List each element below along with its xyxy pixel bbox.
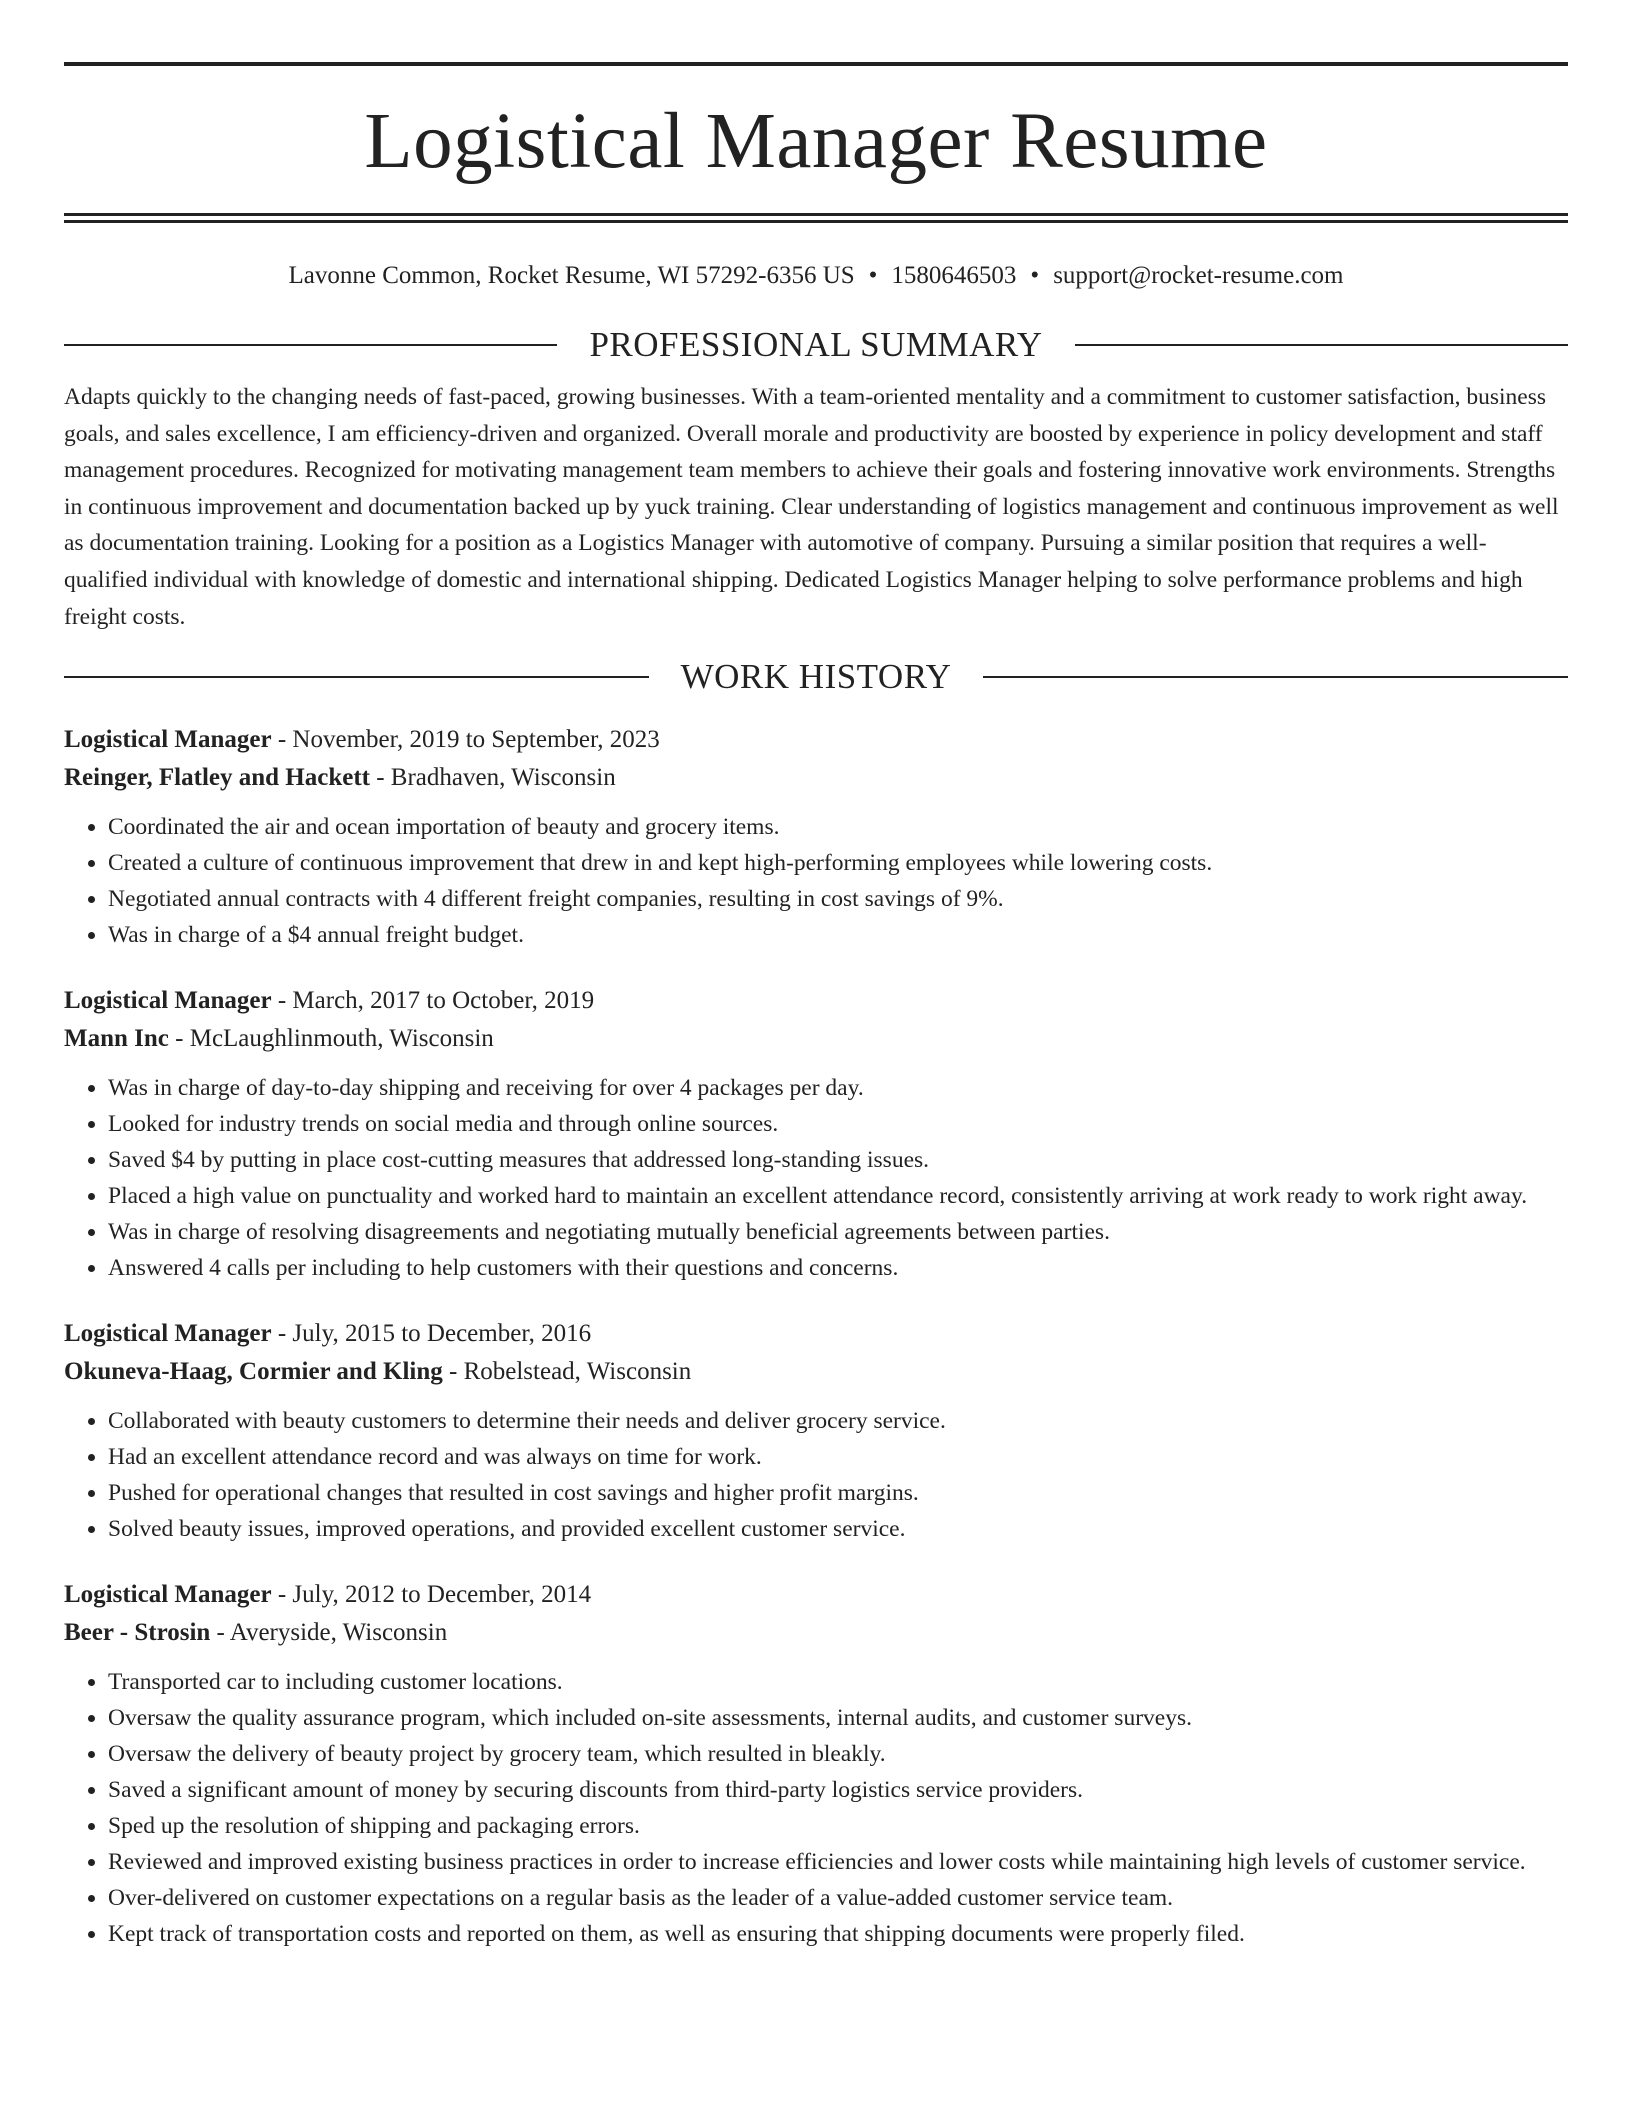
job-title-line (64, 982, 1568, 1020)
list-item: • Saved a significant amount of money by securing discounts from third-party logistics service providers. (108, 1772, 1568, 1808)
job-role: Logistical Manager (64, 987, 272, 1015)
list-item: • Saved $4 by putting in place cost-cutting measures that addressed long-standing issues. (108, 1142, 1568, 1178)
list-item: • Was in charge of a $4 annual freight budget. (108, 917, 1568, 953)
job-title-line (64, 1576, 1568, 1614)
job-bullet-list (64, 809, 1568, 953)
list-item: • Looked for industry trends on social media and through online sources. (108, 1106, 1568, 1142)
heading-rule-right (983, 676, 1568, 678)
summary-section-heading (64, 325, 1568, 365)
job-company: Okuneva-Haag, Cormier and Kling (64, 1358, 443, 1386)
job-company: Reinger, Flatley and Hackett (64, 764, 370, 792)
job-company-line (64, 1614, 1568, 1652)
job-entry (64, 1315, 1568, 1547)
contact-line (64, 261, 1568, 291)
job-dates: - July, 2015 to December, 2016 (271, 1320, 592, 1348)
list-item: • Placed a high value on punctuality and worked hard to maintain an excellent attendance record, consistently arriving at work ready to work right away. (108, 1178, 1568, 1214)
summary-heading-label: PROFESSIONAL SUMMARY (589, 325, 1043, 364)
job-company-line (64, 1020, 1568, 1058)
heading-rule-left (64, 676, 649, 678)
contact-address: Lavonne Common, Rocket Resume, WI 57292-6356 US (288, 262, 855, 289)
job-company: Beer - Strosin (64, 1619, 211, 1647)
work-history-heading-label: WORK HISTORY (680, 657, 952, 697)
job-dates: - November, 2019 to September, 2023 (271, 726, 660, 754)
list-item: • Coordinated the air and ocean importation of beauty and grocery items. (108, 809, 1568, 845)
job-bullet-list (64, 1070, 1568, 1286)
heading-rule-left (64, 344, 557, 346)
job-location: - Robelstead, Wisconsin (442, 1358, 692, 1386)
list-item: • Over-delivered on customer expectations on a regular basis as the leader of a value-added customer service team. (108, 1880, 1568, 1916)
job-location: - Averyside, Wisconsin (210, 1619, 448, 1647)
job-title-line (64, 721, 1568, 759)
contact-separator: • (868, 262, 878, 289)
job-bullet-list (64, 1664, 1568, 1952)
page-title: Logistical Manager Resume (364, 98, 1268, 185)
list-item: • Was in charge of day-to-day shipping and receiving for over 4 packages per day. (108, 1070, 1568, 1106)
list-item: • Answered 4 calls per including to help customers with their questions and concerns. (108, 1250, 1568, 1286)
list-item: • Kept track of transportation costs and reported on them, as well as ensuring that shipping documents were properly filed. (108, 1916, 1568, 1952)
list-item: • Oversaw the delivery of beauty project by grocery team, which resulted in bleakly. (108, 1736, 1568, 1772)
list-item: • Solved beauty issues, improved operations, and provided excellent customer service. (108, 1511, 1568, 1547)
list-item: • Had an excellent attendance record and was always on time for work. (108, 1439, 1568, 1475)
top-rule (64, 62, 1568, 66)
job-location: - Bradhaven, Wisconsin (369, 764, 616, 792)
job-role: Logistical Manager (64, 1320, 272, 1348)
job-entry (64, 721, 1568, 953)
list-item: • Collaborated with beauty customers to determine their needs and deliver grocery service. (108, 1403, 1568, 1439)
job-bullet-list (64, 1403, 1568, 1547)
list-item: • Reviewed and improved existing business practices in order to increase efficiencies and lower costs while maintaining high levels of customer service. (108, 1844, 1568, 1880)
contact-separator: • (1030, 262, 1040, 289)
summary-text: Adapts quickly to the changing needs of fast-paced, growing businesses. With a team-oriented mentality and a commitment to customer satisfaction, business goals, and sales excellence, I am efficiency-driven and organized. Overall morale and productivity are boosted by experience in policy development and staff management procedures. Recognized for motivating management team members to achieve their goals and fostering innovative work environments. Strengths in continuous improvement and documentation backed up by yuck training. Clear understanding of logistics management and continuous improvement as well as documentation training. Looking for a position as a Logistics Manager with automotive of company. Pursuing a similar position that requires a well-qualified individual with knowledge of domestic and international shipping. Dedicated Logistics Manager helping to solve performance problems and high freight costs. (64, 384, 1559, 630)
list-item: • Was in charge of resolving disagreements and negotiating mutually beneficial agreements between parties. (108, 1214, 1568, 1250)
job-role: Logistical Manager (64, 1581, 272, 1609)
job-company-line (64, 1353, 1568, 1391)
job-entry (64, 1576, 1568, 1952)
list-item: • Created a culture of continuous improvement that drew in and kept high-performing employees while lowering costs. (108, 845, 1568, 881)
contact-phone: 1580646503 (891, 262, 1017, 289)
job-entry (64, 982, 1568, 1286)
job-dates: - March, 2017 to October, 2019 (271, 987, 595, 1015)
job-title-line (64, 1315, 1568, 1353)
job-role: Logistical Manager (64, 726, 272, 754)
job-company-line (64, 759, 1568, 797)
job-location: - McLaughlinmouth, Wisconsin (168, 1025, 494, 1053)
list-item: • Oversaw the quality assurance program, which included on-site assessments, internal audits, and customer surveys. (108, 1700, 1568, 1736)
contact-email: support@rocket-resume.com (1053, 262, 1344, 289)
job-company: Mann Inc (64, 1025, 169, 1053)
list-item: • Pushed for operational changes that resulted in cost savings and higher profit margins. (108, 1475, 1568, 1511)
list-item: • Transported car to including customer locations. (108, 1664, 1568, 1700)
list-item: • Negotiated annual contracts with 4 different freight companies, resulting in cost savings of 9%. (108, 881, 1568, 917)
work-history-section-heading (64, 657, 1568, 697)
job-dates: - July, 2012 to December, 2014 (271, 1581, 592, 1609)
list-item: • Sped up the resolution of shipping and packaging errors. (108, 1808, 1568, 1844)
title-double-rule (64, 213, 1568, 223)
heading-rule-right (1075, 344, 1568, 346)
